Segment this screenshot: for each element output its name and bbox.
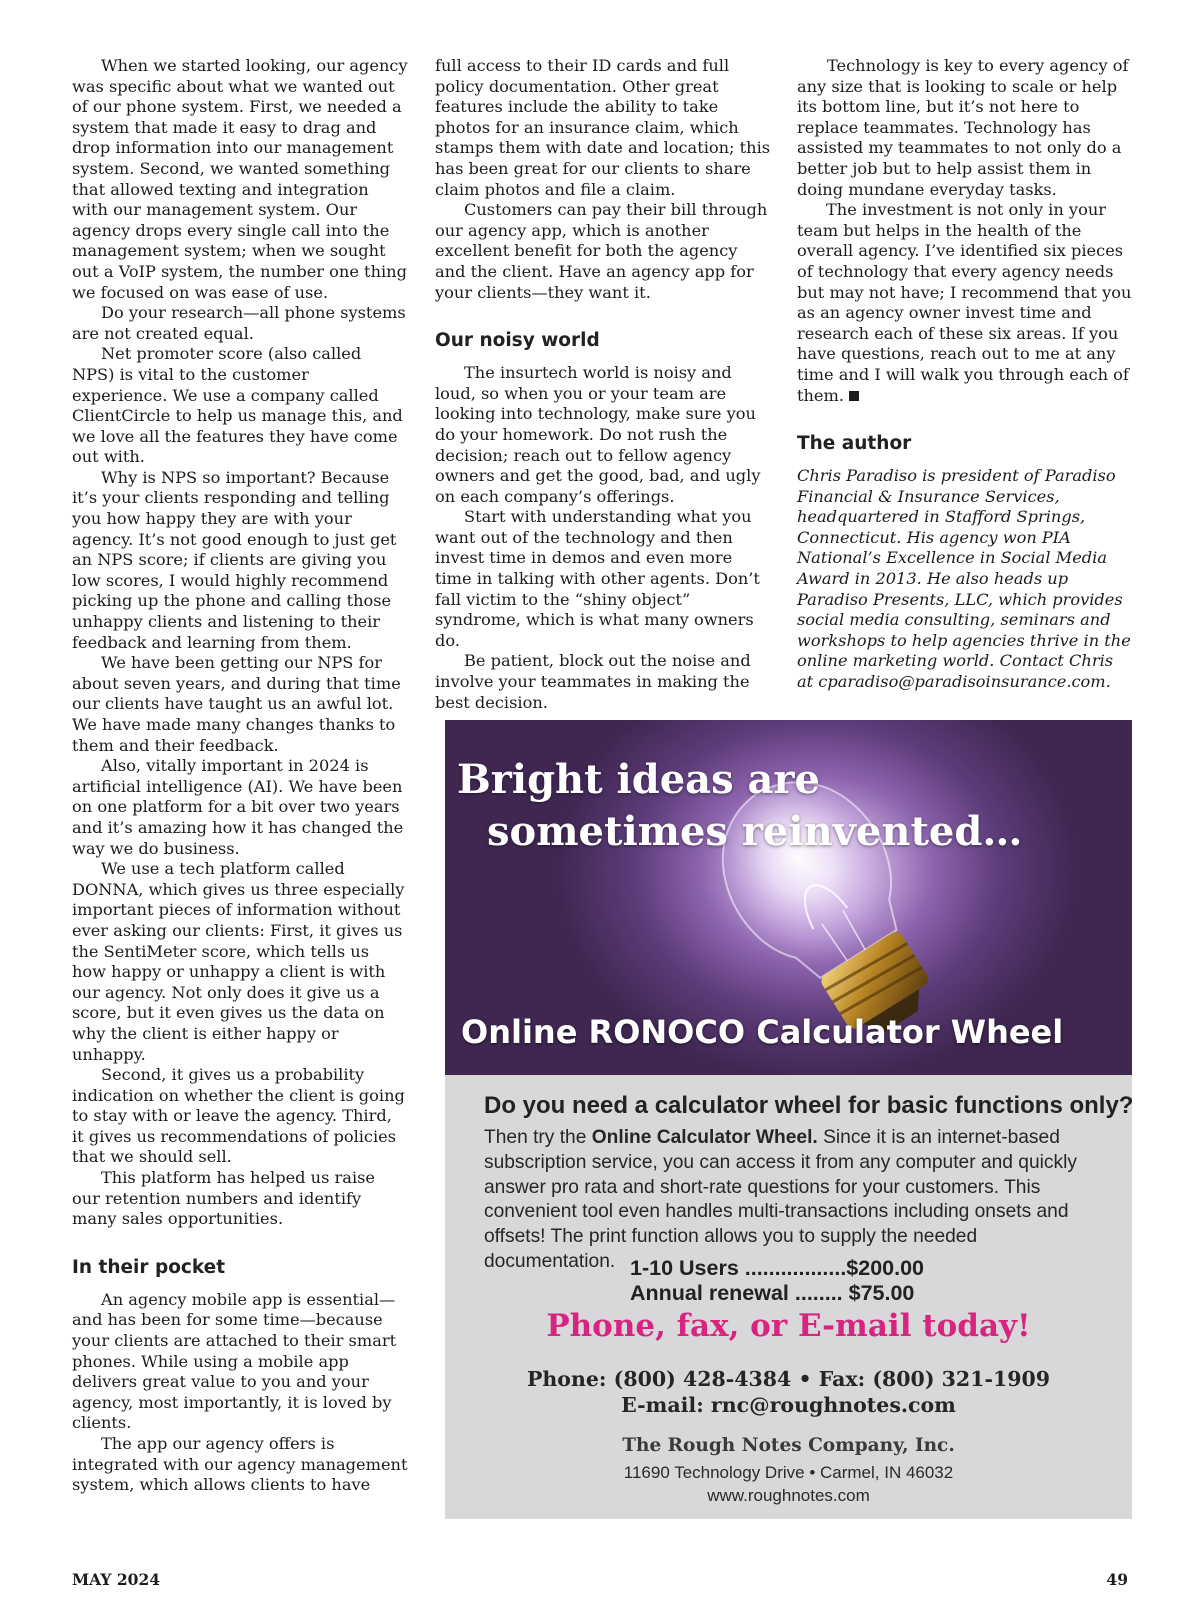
paragraph: Why is NPS so important? Because it’s your clients responding and telling you how happy they are with your agency. It’s not good enough to just get an NPS score; if clients are giving you low scores, I would highly recommend picking up the phone and calling those unhappy clients and listening to their feedback and learning from them. bbox=[72, 467, 397, 652]
author-bio: Chris Paradiso is president of Paradiso Financial & Insurance Services, headquartered in Stafford Springs, Connecticut. His agency won PIA National’s Excellence in Social Media Award in 2013. He also heads up Paradiso Presents, LLC, which provides social media consulting, seminars and workshops to help agencies thrive in the online marketing world. Contact Chris at cparadiso@paradisoinsurance.com. bbox=[797, 466, 1131, 692]
advertisement bbox=[445, 720, 1132, 1519]
paragraph: Customers can pay their bill through our agency app, which is another excellent benefit for both the agency and the client. Have an agency app for your clients—they want it. bbox=[435, 200, 768, 302]
footer-page-number: 49 bbox=[1106, 1570, 1128, 1589]
ad-body-description: Since it is an internet-based subscription service, you can access it from any computer and quickly answer pro rata and short-rate questions for your customers. This convenient tool even handles multi-transactions including onsets and offsets! The print function allows you to supply the needed documentation. bbox=[484, 1127, 1077, 1272]
ad-contact bbox=[445, 1366, 1132, 1418]
website-link[interactable]: www.roughnotes.com bbox=[707, 1486, 870, 1505]
paragraph: Technology is key to every agency of any size that is looking to scale or help its bottom line, but it’s not here to replace teammates. Technology has assisted my teammates to not only do a better job but to help assist them in doing mundane everyday tasks. bbox=[797, 56, 1129, 199]
ad-headline-line-1: Bright ideas are bbox=[457, 756, 820, 803]
email-line: E-mail: rnc@roughnotes.com bbox=[621, 1393, 956, 1417]
ad-headline bbox=[457, 754, 1022, 858]
paragraph: Be patient, block out the noise and involve your teammates in making the best decision. bbox=[435, 651, 751, 712]
phone-fax-line: Phone: (800) 428-4384 • Fax: (800) 321-1909 bbox=[526, 1367, 1051, 1391]
ad-body-intro: Then try the bbox=[484, 1127, 592, 1148]
paragraph: Also, vitally important in 2024 is artificial intelligence (AI). We have been on one platform for a bit over two years and it’s amazing how it has changed the way we do business. bbox=[72, 756, 404, 858]
paragraph: The insurtech world is noisy and loud, so when you or your team are looking into technology, make sure you do your homework. Do not rush the decision; reach out to fellow agency owners and get the good, bad, and ugly on each company’s offerings. bbox=[435, 363, 761, 506]
end-mark-icon bbox=[849, 391, 859, 401]
paragraph: An agency mobile app is essential—and has been for some time—because your clients are attached to their smart phones. While using a mobile app delivers great value to you and your agency, most importantly, it is loved by clients. bbox=[72, 1289, 397, 1433]
paragraph bbox=[797, 200, 1133, 406]
company-name: The Rough Notes Company, Inc. bbox=[622, 1435, 955, 1456]
paragraph: We have been getting our NPS for about seven years, and during that time our clients have taught us an awful lot. We have made many changes thanks to them and their feedback. bbox=[72, 653, 401, 755]
footer-issue-date: MAY 2024 bbox=[72, 1570, 161, 1589]
article-column-2 bbox=[435, 56, 771, 713]
ad-call-to-action: Phone, fax, or E-mail today! bbox=[546, 1308, 1031, 1344]
paragraph: Net promoter score (also called NPS) is vital to the customer experience. We use a company called ClientCircle to help us manage this, and we love all the features they have come out with. bbox=[72, 344, 403, 467]
street-address: 11690 Technology Drive • Carmel, IN 46032 bbox=[623, 1463, 954, 1482]
company-address bbox=[445, 1461, 1132, 1507]
ad-body-product: Online Calculator Wheel. bbox=[591, 1127, 818, 1148]
ad-question: Do you need a calculator wheel for basic functions only? bbox=[484, 1092, 1134, 1119]
paragraph: full access to their ID cards and full policy documentation. Other great features include the ability to take photos for an insurance claim, which stamps them with date and location; this has been great for our clients to share claim photos and file a claim. bbox=[435, 56, 771, 199]
section-heading-our-noisy-world: Our noisy world bbox=[435, 330, 600, 352]
paragraph: When we started looking, our agency was specific about what we wanted out of our phone system. First, we needed a system that made it easy to drag and drop information into our management system. Second, we wanted something that allowed texting and integration with our management system. Our agency drops every single call into the management system; when we sought out a VoIP system, the number one thing we focused on was ease of use. bbox=[72, 56, 408, 302]
price-users: 1-10 Users .................$200.00 bbox=[630, 1256, 925, 1280]
ad-pricing bbox=[630, 1256, 924, 1306]
paragraph-text: The investment is not only in your team but helps in the health of the overall agency. I’ve identified six pieces of technology that every agency needs but may not have; I recommend that you as an agency owner invest time and research each of these six areas. If you have questions, reach out to me at any time and I will walk you through each of them. bbox=[797, 200, 1132, 405]
paragraph: Start with understanding what you want out of the technology and then invest time in demos and even more time in talking with other agents. Don’t fall victim to the “shiny object” syndrome, which is what many owners do. bbox=[435, 507, 760, 650]
paragraph: Do your research—all phone systems are not created equal. bbox=[72, 303, 406, 343]
paragraph: The app our agency offers is integrated with our agency management system, which allows clients to have bbox=[72, 1434, 408, 1495]
ad-headline-line-2: sometimes reinvented… bbox=[487, 808, 1023, 855]
ad-body-text bbox=[484, 1126, 1109, 1275]
article-column-1 bbox=[72, 56, 408, 1496]
price-renewal: Annual renewal ........ $75.00 bbox=[630, 1281, 915, 1305]
section-heading-the-author: The author bbox=[797, 433, 912, 455]
paragraph: Second, it gives us a probability indication on whether the client is going to stay with or leave the agency. Third, it gives us recommendations of policies that we should sell. bbox=[72, 1065, 405, 1167]
article-column-3 bbox=[797, 56, 1133, 693]
section-heading-in-their-pocket: In their pocket bbox=[72, 1256, 226, 1278]
lightbulb-photo bbox=[445, 720, 1132, 1075]
paragraph: We use a tech platform called DONNA, which gives us three especially important pieces of information without ever asking our clients: First, it gives us the SentiMeter score, which tells us how happy or unhappy a client is with our agency. Not only does it give us a score, but it even gives us the data on why the client is either happy or unhappy. bbox=[72, 859, 405, 1064]
paragraph: This platform has helped us raise our retention numbers and identify many sales opportunities. bbox=[72, 1168, 376, 1229]
ad-product-name: Online RONOCO Calculator Wheel bbox=[461, 1013, 1064, 1051]
